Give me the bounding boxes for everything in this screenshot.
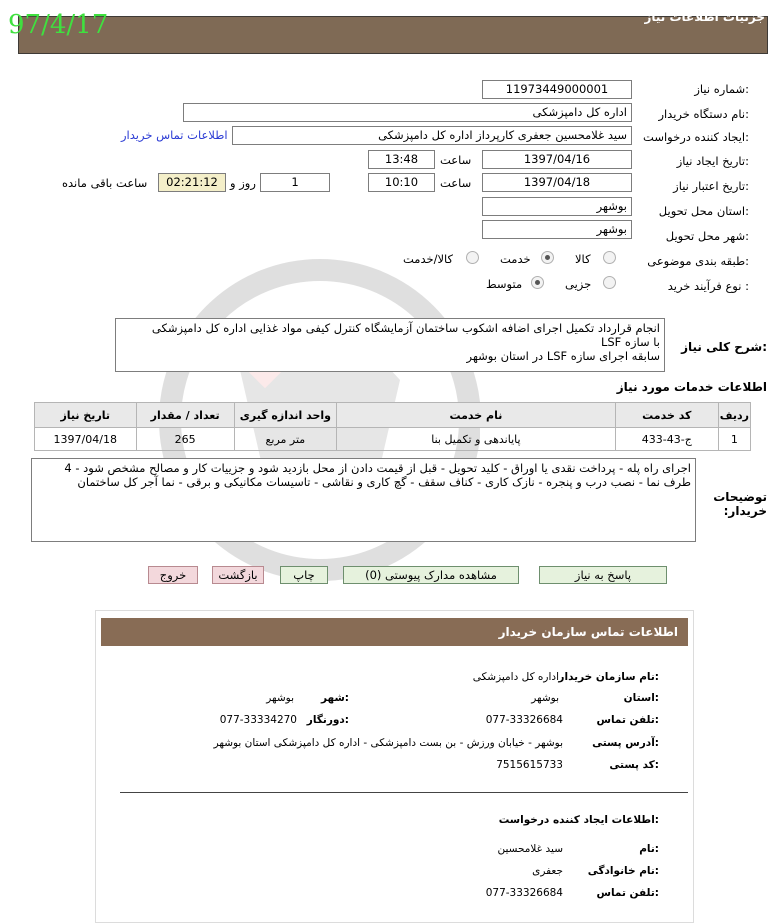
validity-date-field: 1397/04/18 — [482, 173, 632, 192]
contact-fax-label: دورنگار: — [306, 714, 349, 726]
cell-service-name: پایاندهی و تکمیل بنا — [336, 428, 615, 451]
days-field: 1 — [260, 173, 330, 192]
cell-need-date: 1397/04/18 — [35, 428, 137, 451]
back-button[interactable]: بازگشت — [212, 566, 264, 584]
category-radio-goods[interactable] — [603, 251, 616, 264]
city-field: بوشهر — [482, 220, 632, 239]
buyer-org-field: اداره کل دامپزشکی — [183, 103, 632, 122]
services-title: اطلاعات خدمات مورد نیاز — [616, 380, 767, 394]
created-date-label: تاریخ ایجاد نیاز: — [676, 154, 749, 168]
city-label: شهر محل تحویل: — [665, 229, 749, 243]
created-time-label: ساعت — [440, 153, 472, 167]
province-field: بوشهر — [482, 197, 632, 216]
created-date-field: 1397/04/16 — [482, 150, 632, 169]
province-label: استان محل تحویل: — [658, 204, 749, 218]
col-row: ردیف — [718, 403, 750, 428]
col-service-name: نام خدمت — [336, 403, 615, 428]
cell-quantity: 265 — [136, 428, 234, 451]
buyer-notes-textarea[interactable]: اجرای راه پله - پرداخت نقدی یا اوراق - کلید تحویل - قبل از قیمت دادن از محل بازدید شود و جزییات کار و مصالح مشخص شود - 4 طرف نما - نصب درب و پنجره - نازک کاری - کناف سقف - گچ کاری و نقاشی - تاسیسات مکانیکی و برقی - نما آجر کل ساختمان — [31, 458, 696, 542]
cell-service-code: ج-43-433 — [615, 428, 718, 451]
creator-label: ایجاد کننده درخواست: — [643, 130, 749, 144]
category-option-goods: کالا — [575, 252, 591, 266]
process-label: نوع فرآیند خرید : — [667, 279, 749, 293]
contact-city-label: شهر: — [321, 692, 349, 704]
days-label: روز و — [230, 176, 256, 190]
cell-unit: متر مربع — [234, 428, 336, 451]
validity-time-field: 10:10 — [368, 173, 435, 192]
contact-city-value: بوشهر — [266, 692, 294, 704]
process-option-minor: جزیی — [565, 277, 592, 291]
category-option-service: خدمت — [500, 252, 531, 266]
print-button[interactable]: چاپ — [280, 566, 328, 584]
page-title: جزئیات اطلاعات نیاز — [644, 10, 765, 24]
contact-card-title: اطلاعات تماس سازمان خریدار — [498, 625, 678, 639]
contact-phone-label: تلفن تماس: — [596, 714, 659, 726]
buyer-notes-label: توضیحات خریدار: — [713, 490, 767, 518]
reply-button[interactable]: پاسخ به نیاز — [539, 566, 667, 584]
view-attachments-button[interactable]: مشاهده مدارک پیوستی (0) — [343, 566, 519, 584]
process-option-medium: متوسط — [486, 277, 523, 291]
creator-phone-label: تلفن تماس: — [596, 887, 659, 899]
creator-name-value: سید غلامحسین — [497, 843, 563, 855]
creator-field: سید غلامحسین جعفری کارپرداز اداره کل دامپزشکی — [232, 126, 632, 145]
contact-postal-value: 7515615733 — [496, 759, 563, 771]
need-number-field: 11973449000001 — [482, 80, 632, 99]
remaining-label: ساعت باقی مانده — [62, 176, 148, 190]
contact-province-label: استان: — [623, 692, 659, 704]
buyer-contact-link[interactable]: اطلاعات تماس خریدار — [121, 128, 228, 142]
contact-divider — [120, 792, 688, 793]
category-radio-goods-service[interactable] — [466, 251, 479, 264]
contact-address-label: آدرس پستی: — [592, 737, 659, 749]
col-unit: واحد اندازه گیری — [234, 403, 336, 428]
contact-org-value: اداره کل دامپزشکی — [472, 671, 559, 683]
contact-fax-value: 077-33334270 — [219, 714, 297, 726]
validity-time-label: ساعت — [440, 176, 472, 190]
table-row — [35, 428, 751, 451]
creator-info-title: اطلاعات ایجاد کننده درخواست: — [498, 814, 659, 826]
col-quantity: تعداد / مقدار — [136, 403, 234, 428]
description-label: شرح کلی نیاز: — [681, 340, 767, 354]
contact-phone-value: 077-33326684 — [485, 714, 563, 726]
contact-address-value: بوشهر - خیابان ورزش - بن بست دامپزشکی - اداره کل دامپزشکی استان بوشهر — [213, 737, 563, 749]
exit-button[interactable]: خروج — [148, 566, 198, 584]
description-line-2: با سازه LSF — [600, 335, 660, 349]
contact-card-header — [101, 618, 688, 646]
contact-province-value: بوشهر — [531, 692, 559, 704]
category-label: طبقه بندی موضوعی: — [647, 254, 749, 268]
cell-row: 1 — [718, 428, 750, 451]
description-line-3: سابقه اجرای سازه LSF در استان بوشهر — [466, 349, 660, 363]
category-option-goods-service: کالا/خدمت — [403, 252, 454, 266]
buyer-org-label: نام دستگاه خریدار: — [658, 107, 749, 121]
process-radio-medium[interactable] — [531, 276, 544, 289]
description-textarea[interactable] — [115, 318, 665, 372]
creator-family-value: جعفری — [532, 865, 563, 877]
validity-date-label: تاریخ اعتبار نیاز: — [673, 179, 749, 193]
creator-name-label: نام: — [639, 843, 659, 855]
date-stamp: 97/4/17 — [8, 10, 109, 40]
creator-phone-value: 077-33326684 — [485, 887, 563, 899]
contact-org-label: نام سازمان خریدار: — [558, 671, 659, 683]
need-number-label: شماره نیاز: — [694, 82, 749, 96]
category-radio-service[interactable] — [541, 251, 554, 264]
created-time-field: 13:48 — [368, 150, 435, 169]
col-service-code: کد خدمت — [615, 403, 718, 428]
contact-postal-label: کد پستی: — [609, 759, 659, 771]
creator-family-label: نام خانوادگی: — [587, 865, 659, 877]
services-table — [34, 402, 751, 451]
description-line-1: انجام قرارداد تکمیل اجرای اضافه اشکوب ساختمان آزمایشگاه کنترل کیفی مواد غذایی اداره کل دامپزشکی — [151, 321, 660, 335]
process-radio-minor[interactable] — [603, 276, 616, 289]
col-need-date: تاریخ نیاز — [35, 403, 137, 428]
remaining-time-field: 02:21:12 — [158, 173, 226, 192]
